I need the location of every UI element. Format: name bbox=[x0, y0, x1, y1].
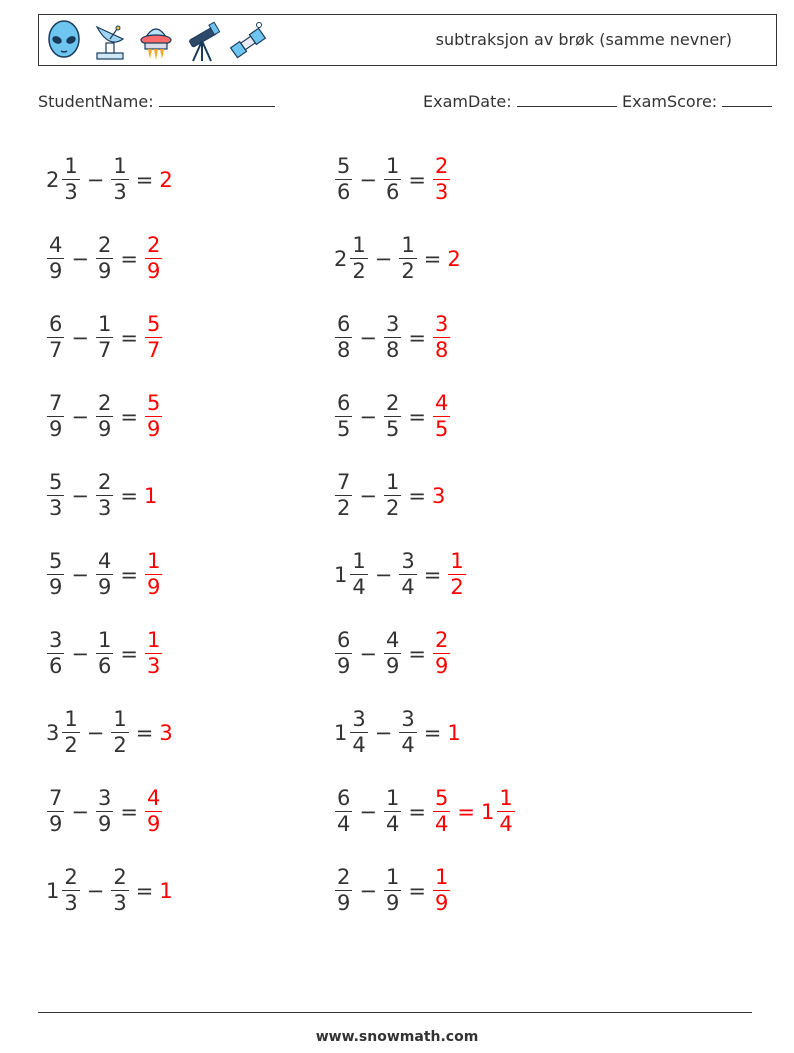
whole-number: 3 bbox=[431, 483, 446, 508]
worksheet-header bbox=[38, 14, 777, 66]
fraction bbox=[433, 154, 450, 205]
numerator: 2 bbox=[434, 154, 449, 178]
fraction bbox=[497, 786, 514, 837]
numerator: 7 bbox=[49, 391, 63, 415]
denominator: 9 bbox=[385, 891, 400, 915]
answer bbox=[432, 628, 451, 679]
numerator: 1 bbox=[146, 628, 161, 652]
numerator: 3 bbox=[434, 312, 449, 336]
problem-row bbox=[46, 851, 175, 930]
numerator: 1 bbox=[113, 154, 127, 178]
exam-score-blank bbox=[722, 92, 772, 107]
numerator: 6 bbox=[337, 312, 351, 336]
numerator: 1 bbox=[434, 865, 449, 889]
minus-sign: − bbox=[359, 404, 377, 429]
numerator: 2 bbox=[385, 391, 400, 415]
denominator: 9 bbox=[97, 259, 112, 283]
answer bbox=[447, 247, 462, 271]
fraction bbox=[145, 312, 162, 363]
fraction bbox=[335, 391, 352, 442]
numerator: 1 bbox=[113, 707, 127, 731]
problem-row bbox=[334, 851, 516, 930]
fraction bbox=[62, 707, 79, 758]
minus-sign: − bbox=[374, 246, 393, 271]
numerator: 1 bbox=[352, 549, 366, 573]
answer bbox=[432, 312, 451, 363]
minus-sign: − bbox=[359, 483, 377, 508]
numerator: 2 bbox=[146, 233, 161, 257]
fraction bbox=[384, 865, 401, 916]
whole-number: 1 bbox=[334, 720, 348, 745]
whole-number: 1 bbox=[447, 720, 461, 745]
exam-date-label: ExamDate: bbox=[423, 92, 512, 111]
denominator: 3 bbox=[434, 180, 449, 204]
fraction bbox=[335, 628, 352, 679]
denominator: 9 bbox=[337, 654, 351, 678]
denominator: 5 bbox=[337, 417, 351, 441]
denominator: 9 bbox=[49, 575, 63, 599]
equals-sign: = bbox=[120, 404, 138, 429]
denominator: 6 bbox=[385, 180, 400, 204]
fraction bbox=[433, 786, 450, 837]
whole-number: 1 bbox=[143, 483, 158, 508]
numerator: 1 bbox=[385, 470, 400, 494]
problem-row bbox=[334, 693, 516, 772]
denominator: 3 bbox=[64, 891, 78, 915]
whole-number: 1 bbox=[46, 878, 60, 903]
equals-sign: = bbox=[423, 720, 442, 745]
fraction bbox=[350, 707, 367, 758]
numerator: 3 bbox=[385, 312, 400, 336]
numerator: 2 bbox=[97, 470, 112, 494]
answer bbox=[159, 721, 174, 745]
minus-sign: − bbox=[71, 799, 89, 824]
denominator: 4 bbox=[434, 812, 449, 836]
minus-sign: − bbox=[359, 325, 377, 350]
numerator: 5 bbox=[146, 312, 161, 336]
problem-row bbox=[46, 140, 175, 219]
denominator: 9 bbox=[97, 812, 112, 836]
answer bbox=[144, 786, 163, 837]
equals-sign: = bbox=[120, 325, 138, 350]
numerator: 1 bbox=[385, 154, 400, 178]
problem-row bbox=[334, 456, 516, 535]
equals-sign: = bbox=[408, 325, 426, 350]
fraction bbox=[433, 865, 450, 916]
fraction bbox=[111, 865, 128, 916]
equals-sign: = bbox=[135, 720, 154, 745]
exam-date-field bbox=[423, 92, 617, 111]
numerator: 7 bbox=[49, 786, 63, 810]
answer bbox=[144, 391, 163, 442]
space-station-icon bbox=[229, 19, 267, 63]
whole-number: 2 bbox=[447, 246, 461, 271]
numerator: 2 bbox=[97, 233, 112, 257]
denominator: 9 bbox=[146, 812, 161, 836]
equals-sign: = bbox=[408, 799, 426, 824]
denominator: 8 bbox=[385, 338, 400, 362]
numerator: 6 bbox=[49, 312, 63, 336]
problem-row bbox=[46, 614, 175, 693]
numerator: 3 bbox=[352, 707, 366, 731]
answer bbox=[447, 721, 462, 745]
fraction bbox=[384, 470, 401, 521]
alien-icon bbox=[45, 19, 83, 63]
denominator: 2 bbox=[337, 496, 351, 520]
denominator: 2 bbox=[352, 259, 366, 283]
problem-row bbox=[46, 219, 175, 298]
minus-sign: − bbox=[359, 799, 377, 824]
fraction bbox=[399, 707, 416, 758]
minus-sign: − bbox=[359, 641, 377, 666]
minus-sign: − bbox=[71, 483, 89, 508]
ufo-icon bbox=[137, 19, 175, 63]
equals-sign: = bbox=[408, 878, 426, 903]
problem-column-left bbox=[46, 140, 175, 930]
fraction bbox=[96, 312, 113, 363]
denominator: 3 bbox=[113, 891, 127, 915]
denominator: 7 bbox=[49, 338, 63, 362]
telescope-icon bbox=[183, 19, 221, 63]
equals-sign: = bbox=[120, 246, 138, 271]
numerator: 1 bbox=[352, 233, 366, 257]
fraction bbox=[96, 233, 113, 284]
numerator: 1 bbox=[64, 154, 78, 178]
denominator: 4 bbox=[401, 575, 415, 599]
equals-sign: = bbox=[423, 246, 442, 271]
equals-sign: = bbox=[408, 404, 426, 429]
exam-score-label: ExamScore: bbox=[622, 92, 718, 111]
denominator: 9 bbox=[146, 259, 161, 283]
numerator: 5 bbox=[49, 549, 63, 573]
problem-row bbox=[46, 772, 175, 851]
answer bbox=[159, 879, 174, 903]
numerator: 1 bbox=[97, 628, 112, 652]
fraction bbox=[399, 233, 416, 284]
student-name-field bbox=[38, 92, 275, 111]
fraction bbox=[384, 312, 401, 363]
fraction bbox=[384, 628, 401, 679]
numerator: 3 bbox=[401, 707, 415, 731]
minus-sign: − bbox=[71, 562, 89, 587]
student-name-blank bbox=[159, 92, 275, 107]
fraction bbox=[384, 786, 401, 837]
fraction bbox=[96, 628, 113, 679]
denominator: 2 bbox=[385, 496, 400, 520]
footer-url: www.snowmath.com bbox=[315, 1029, 479, 1045]
denominator: 9 bbox=[49, 259, 63, 283]
answer bbox=[144, 312, 163, 363]
denominator: 7 bbox=[146, 338, 161, 362]
denominator: 9 bbox=[97, 575, 112, 599]
fraction bbox=[335, 786, 352, 837]
numerator: 4 bbox=[146, 786, 161, 810]
whole-number: 1 bbox=[480, 799, 495, 824]
denominator: 8 bbox=[434, 338, 449, 362]
equals-sign: = bbox=[120, 562, 138, 587]
denominator: 3 bbox=[64, 180, 78, 204]
denominator: 5 bbox=[385, 417, 400, 441]
denominator: 5 bbox=[434, 417, 449, 441]
denominator: 9 bbox=[97, 417, 112, 441]
minus-sign: − bbox=[71, 325, 89, 350]
numerator: 5 bbox=[434, 786, 449, 810]
problem-row bbox=[334, 772, 516, 851]
footer-divider bbox=[38, 1012, 752, 1013]
denominator: 4 bbox=[337, 812, 351, 836]
fraction bbox=[335, 865, 352, 916]
fraction bbox=[111, 154, 128, 205]
numerator: 1 bbox=[64, 707, 78, 731]
minus-sign: − bbox=[86, 878, 105, 903]
minus-sign: − bbox=[359, 878, 377, 903]
fraction bbox=[335, 470, 352, 521]
numerator: 2 bbox=[64, 865, 78, 889]
whole-number: 2 bbox=[334, 246, 348, 271]
answer bbox=[144, 233, 163, 284]
minus-sign: − bbox=[374, 562, 393, 587]
numerator: 1 bbox=[385, 786, 400, 810]
problem-row bbox=[334, 219, 516, 298]
equals-sign: = bbox=[120, 641, 138, 666]
fraction bbox=[145, 391, 162, 442]
whole-number: 2 bbox=[159, 167, 173, 192]
equals-sign: = bbox=[135, 878, 154, 903]
fraction bbox=[433, 628, 450, 679]
problem-row bbox=[334, 140, 516, 219]
denominator: 3 bbox=[113, 180, 127, 204]
answer bbox=[144, 628, 163, 679]
whole-number: 2 bbox=[46, 167, 60, 192]
fraction bbox=[47, 470, 64, 521]
fraction bbox=[47, 312, 64, 363]
fraction bbox=[145, 549, 162, 600]
numerator: 1 bbox=[97, 312, 112, 336]
denominator: 9 bbox=[434, 891, 449, 915]
minus-sign: − bbox=[86, 167, 105, 192]
numerator: 1 bbox=[146, 549, 161, 573]
denominator: 9 bbox=[49, 417, 63, 441]
fraction bbox=[350, 549, 367, 600]
minus-sign: − bbox=[374, 720, 393, 745]
problem-column-right bbox=[334, 140, 516, 930]
denominator: 9 bbox=[49, 812, 63, 836]
equals-sign: = bbox=[135, 167, 154, 192]
equals-sign: = bbox=[408, 641, 426, 666]
student-name-label: StudentName: bbox=[38, 92, 154, 111]
numerator: 4 bbox=[97, 549, 112, 573]
fraction bbox=[145, 628, 162, 679]
equals-sign: = bbox=[423, 562, 442, 587]
equals-sign: = bbox=[120, 799, 138, 824]
numerator: 3 bbox=[49, 628, 63, 652]
fraction bbox=[47, 233, 64, 284]
problem-row bbox=[46, 377, 175, 456]
numerator: 5 bbox=[49, 470, 63, 494]
whole-number: 1 bbox=[334, 562, 348, 587]
minus-sign: − bbox=[86, 720, 105, 745]
answer bbox=[432, 154, 451, 205]
minus-sign: − bbox=[71, 246, 89, 271]
fraction bbox=[384, 154, 401, 205]
numerator: 1 bbox=[385, 865, 400, 889]
answer bbox=[432, 865, 451, 916]
answer bbox=[144, 549, 163, 600]
fraction bbox=[335, 154, 352, 205]
numerator: 2 bbox=[113, 865, 127, 889]
fraction bbox=[47, 391, 64, 442]
denominator: 4 bbox=[401, 733, 415, 757]
denominator: 3 bbox=[146, 654, 161, 678]
denominator: 2 bbox=[113, 733, 127, 757]
fraction bbox=[96, 549, 113, 600]
numerator: 4 bbox=[49, 233, 63, 257]
whole-number: 3 bbox=[46, 720, 60, 745]
numerator: 2 bbox=[97, 391, 112, 415]
fraction bbox=[62, 154, 79, 205]
answer bbox=[432, 484, 447, 508]
problem-row bbox=[334, 377, 516, 456]
exam-date-blank bbox=[517, 92, 617, 107]
denominator: 3 bbox=[97, 496, 112, 520]
numerator: 4 bbox=[434, 391, 449, 415]
equals-sign: = bbox=[408, 483, 426, 508]
fraction bbox=[384, 391, 401, 442]
numerator: 2 bbox=[434, 628, 449, 652]
denominator: 9 bbox=[337, 891, 351, 915]
numerator: 4 bbox=[385, 628, 400, 652]
numerator: 1 bbox=[450, 549, 464, 573]
problem-row bbox=[334, 298, 516, 377]
fraction bbox=[62, 865, 79, 916]
worksheet-title: subtraksjon av brøk (samme nevner) bbox=[435, 30, 732, 49]
denominator: 4 bbox=[352, 575, 366, 599]
denominator: 4 bbox=[385, 812, 400, 836]
numerator: 6 bbox=[337, 786, 351, 810]
denominator: 2 bbox=[64, 733, 78, 757]
numerator: 1 bbox=[499, 786, 513, 810]
denominator: 9 bbox=[385, 654, 400, 678]
fraction bbox=[47, 549, 64, 600]
denominator: 6 bbox=[49, 654, 63, 678]
problem-row bbox=[46, 535, 175, 614]
denominator: 9 bbox=[434, 654, 449, 678]
fraction bbox=[433, 391, 450, 442]
fraction bbox=[350, 233, 367, 284]
equals-sign: = bbox=[457, 799, 475, 824]
denominator: 3 bbox=[49, 496, 63, 520]
problem-row bbox=[46, 298, 175, 377]
numerator: 6 bbox=[337, 391, 351, 415]
problem-row bbox=[334, 614, 516, 693]
denominator: 7 bbox=[97, 338, 112, 362]
fraction bbox=[335, 312, 352, 363]
numerator: 3 bbox=[401, 549, 415, 573]
denominator: 9 bbox=[146, 575, 161, 599]
fraction bbox=[47, 628, 64, 679]
problem-row bbox=[334, 535, 516, 614]
fraction bbox=[47, 786, 64, 837]
answer bbox=[144, 484, 159, 508]
denominator: 8 bbox=[337, 338, 351, 362]
fraction bbox=[433, 312, 450, 363]
problem-row bbox=[46, 693, 175, 772]
satellite-dish-icon bbox=[91, 19, 129, 63]
whole-number: 1 bbox=[159, 878, 173, 903]
equals-sign: = bbox=[408, 167, 426, 192]
denominator: 6 bbox=[97, 654, 112, 678]
fraction bbox=[399, 549, 416, 600]
fraction bbox=[145, 233, 162, 284]
numerator: 1 bbox=[401, 233, 415, 257]
fraction bbox=[96, 470, 113, 521]
problem-row bbox=[46, 456, 175, 535]
minus-sign: − bbox=[359, 167, 377, 192]
minus-sign: − bbox=[71, 404, 89, 429]
answer bbox=[432, 391, 451, 442]
fraction bbox=[145, 786, 162, 837]
answer bbox=[159, 168, 174, 192]
minus-sign: − bbox=[71, 641, 89, 666]
denominator: 4 bbox=[352, 733, 366, 757]
denominator: 2 bbox=[450, 575, 464, 599]
numerator: 5 bbox=[146, 391, 161, 415]
equals-sign: = bbox=[120, 483, 138, 508]
numerator: 7 bbox=[337, 470, 351, 494]
whole-number: 3 bbox=[159, 720, 173, 745]
fraction bbox=[111, 707, 128, 758]
icon-strip bbox=[45, 19, 267, 63]
numerator: 6 bbox=[337, 628, 351, 652]
exam-score-field bbox=[622, 92, 772, 111]
fraction bbox=[96, 391, 113, 442]
answer bbox=[481, 786, 516, 837]
answer bbox=[447, 549, 466, 600]
denominator: 4 bbox=[499, 812, 513, 836]
fraction bbox=[448, 549, 465, 600]
numerator: 5 bbox=[337, 154, 351, 178]
answer bbox=[432, 786, 451, 837]
denominator: 9 bbox=[146, 417, 161, 441]
denominator: 2 bbox=[401, 259, 415, 283]
numerator: 3 bbox=[97, 786, 112, 810]
denominator: 6 bbox=[337, 180, 351, 204]
fraction bbox=[96, 786, 113, 837]
numerator: 2 bbox=[337, 865, 351, 889]
